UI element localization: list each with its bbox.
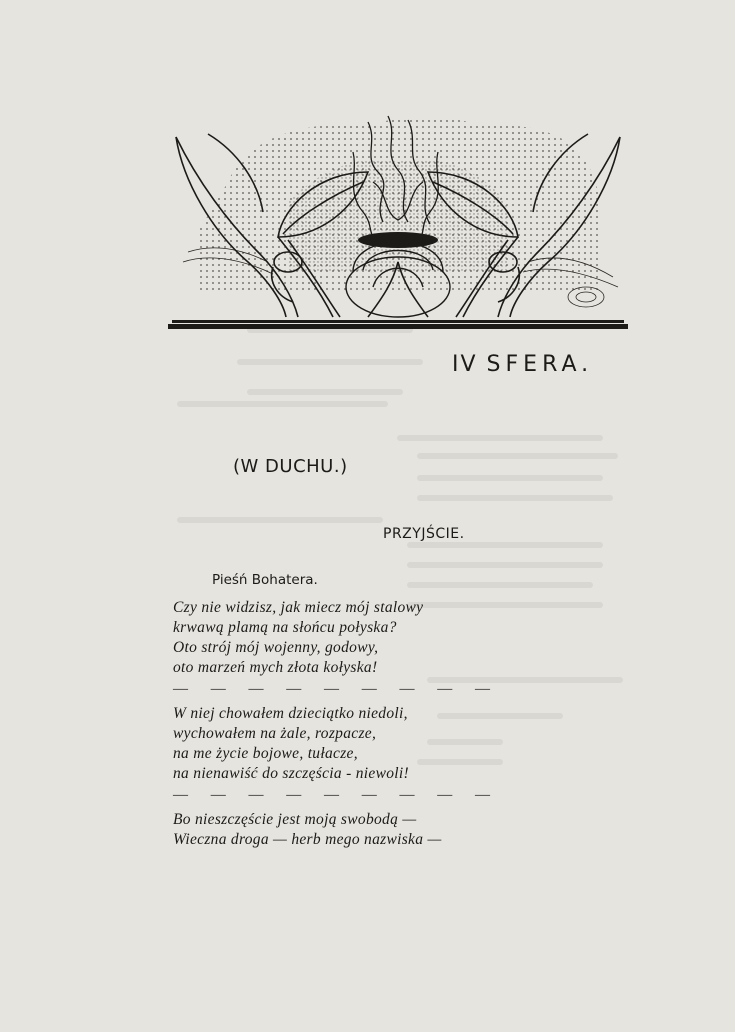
poem-line: Oto strój mój wojenny, godowy, — [173, 639, 379, 656]
poem-line: na nienawiść do szczęścia - niewoli! — [173, 765, 409, 782]
sphere-word: SFERA. — [486, 352, 594, 377]
sphere-heading — [452, 352, 593, 377]
poem-line: W niej chowałem dzieciątko niedoli, — [173, 705, 408, 722]
song-title: Pieśń Bohatera. — [212, 572, 318, 588]
poem-line: krwawą plamą na słońcu połyska? — [173, 619, 397, 636]
sphere-numeral: IV — [452, 352, 478, 377]
poem-line: Bo nieszczęście jest moją swobodą — — [173, 811, 417, 828]
section-heading: (W DUCHU.) — [233, 456, 348, 477]
poem-line: wychowałem na żale, rozpacze, — [173, 725, 377, 742]
stanza-separator: — — — — — — — — — — [173, 787, 500, 803]
poem-line: na me życie bojowe, tułacze, — [173, 745, 358, 762]
art-nouveau-vignette — [168, 112, 628, 334]
subheading: PRZYJŚCIE. — [383, 526, 465, 542]
poem-line: Wieczna droga — herb mego nazwiska — — [173, 831, 442, 848]
stanza-separator: — — — — — — — — — — [173, 681, 500, 697]
poem-line: oto marzeń mych złota kołyska! — [173, 659, 378, 676]
poem — [173, 598, 500, 850]
poem-line: Czy nie widzisz, jak miecz mój stalowy — [173, 599, 424, 616]
